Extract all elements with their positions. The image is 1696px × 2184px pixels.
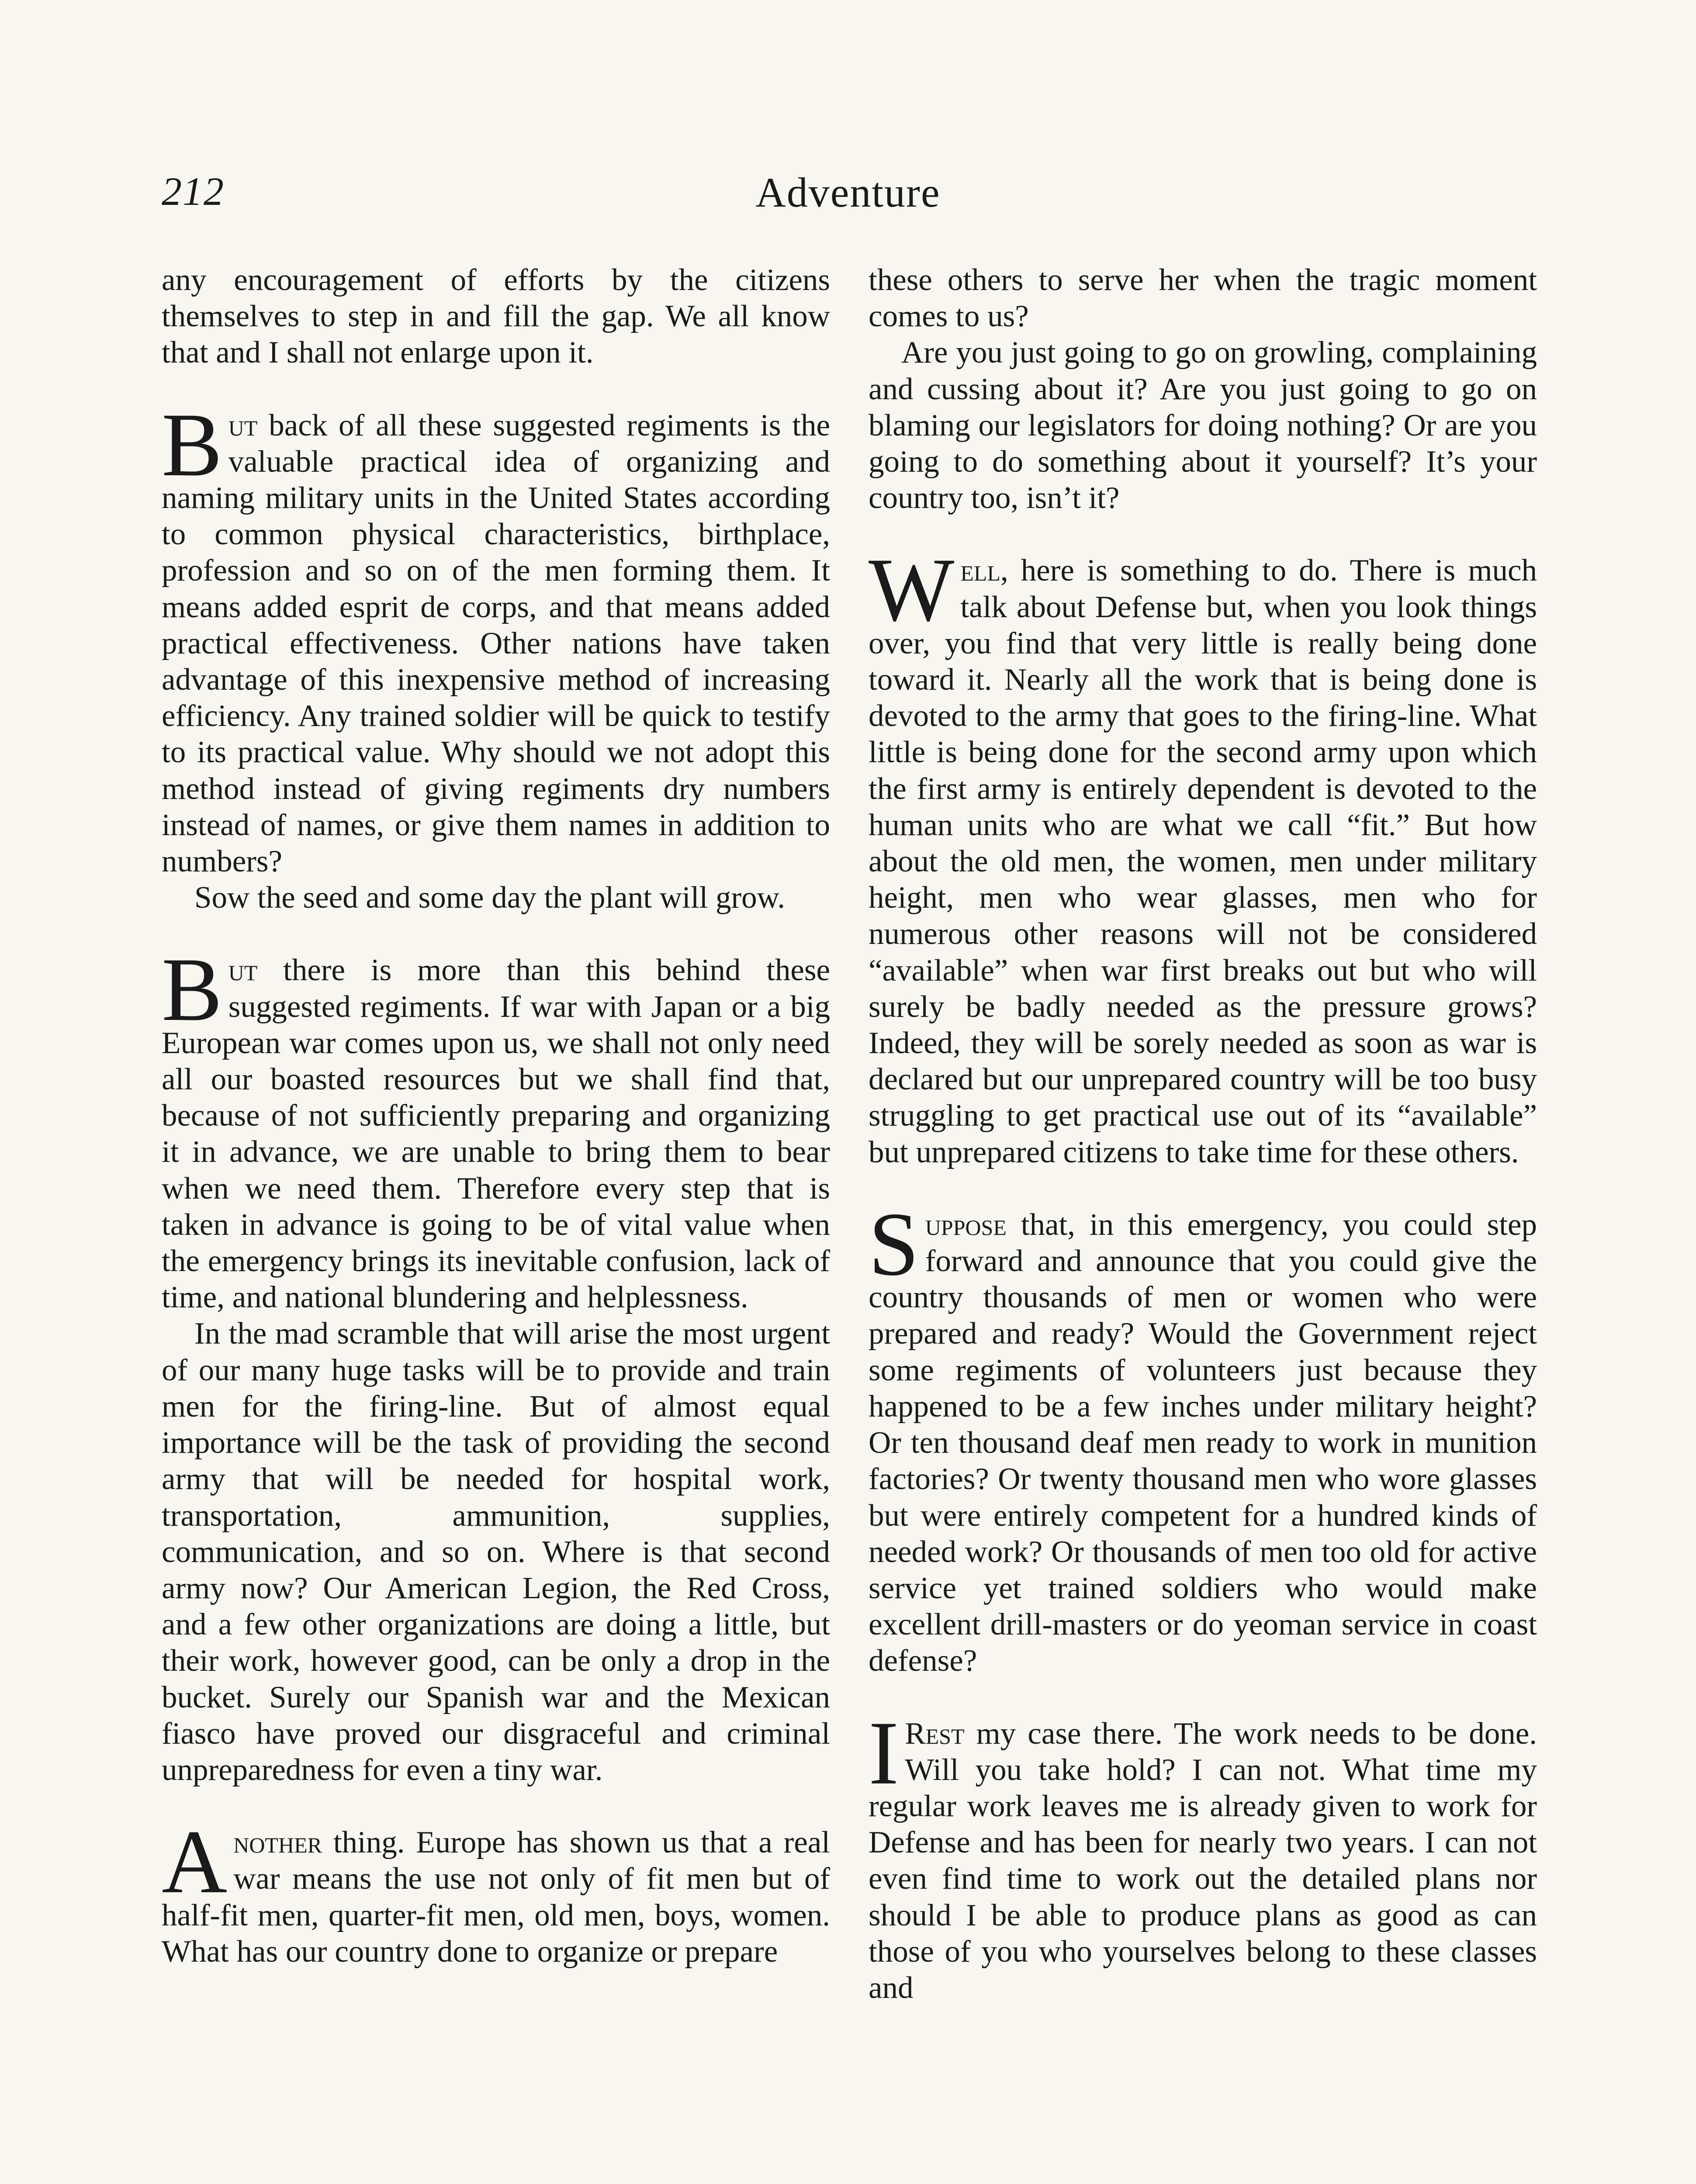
paragraph: Sow the seed and some day the plant will grow. — [194, 881, 786, 915]
drop-cap-lead: IRest — [869, 1702, 965, 1803]
paragraph: Suppose that, in this emergency, you could step forward and announce that you could give the country thousands of men or women who were prepared and ready? Would the Government reject some regiments of volunteers just because they happened to be a few inches under military height? Or ten thousand deaf men ready to work in munition factories? Or twenty thousand men who wore glasses but were entirely competent for a hundred kinds of needed work? Or thousands of men too old for active service yet trained soldiers who would make excellent drill-masters or do yeoman service in coast defense? — [869, 1193, 1537, 1678]
drop-cap-lead: But — [162, 394, 258, 495]
paragraph: IRest my case there. The work needs to be done. Will you take hold? I can not. What time my regular work leaves me is already given to work for Defense and has been for nearly two years. I can not even find time to work out the detailed plans nor should I be able to produce plans as good as can those of you who yourselves belong to these classes and — [869, 1702, 1537, 2005]
paragraph: Well, here is something to do. There is much talk about Defense but, when you look things over, you find that very little is really being done toward it. Nearly all the work that is being done is devoted to the army that goes to the firing-line. What little is being done for the second army upon which the first army is entirely dependent is devoted to the human units who are what we call “fit.” But how about the old men, the women, men under military height, men who wear glasses, men who for numerous other reasons will not be considered “available” when war first breaks out but who will surely be badly needed as the pressure grows? Indeed, they will be sorely needed as soon as war is declared but our unprepared country will be too busy struggling to get practical use out of its “available” but unprepared citizens to take time for these others. — [869, 539, 1537, 1169]
paragraph: Another thing. Europe has shown us that a real war means the use not only of fit men but of half-fit men, quarter-fit men, old men, boys, women. What has our country done to organize or prepare — [162, 1811, 830, 1969]
right-column — [869, 262, 1537, 2184]
paragraph: But there is more than this behind these suggested regiments. If war with Japan or a big European war comes upon us, we shall not only need all our boasted resources but we shall find that, because of not sufficiently preparing and organizing it in advance, we are unable to bring them to bear when we need them. Therefore every step that is taken in advance is going to be of vital value when the emergency brings its inevitable confusion, lack of time, and national blundering and helplessness. — [162, 939, 830, 1315]
drop-cap-lead: But — [162, 939, 258, 1040]
page-number: 212 — [162, 169, 225, 214]
paragraph: these others to serve her when the tragic moment comes to us? — [869, 263, 1537, 334]
paragraph: any encouragement of efforts by the citizens themselves to step in and fill the gap. We all know that and I shall not enlarge upon it. — [162, 263, 830, 370]
paragraph: Are you just going to go on growling, complaining and cussing about it? Are you just going to go on blaming our legislators for doing nothing? Or are you going to do something about it yourself? It’s your country too, isn’t it? — [869, 335, 1537, 515]
drop-cap-lead: Well — [869, 539, 1000, 640]
running-head: Adventure — [755, 169, 941, 216]
drop-cap-lead: Another — [162, 1811, 322, 1912]
paragraph: But back of all these suggested regiments is the valuable practical idea of organizing and naming military units in the United States according to common physical characteristics, birthplace, profession and so on of the men forming them. It means added esprit de corps, and that means added practical effectiveness. Other nations have taken advantage of this inexpensive method of increasing efficiency. Any trained soldier will be quick to testify to its practical value. Why should we not adopt this method instead of giving regiments dry numbers instead of names, or give them names in addition to numbers? — [162, 394, 830, 879]
left-column — [162, 262, 830, 2184]
paragraph: In the mad scramble that will arise the most urgent of our many huge tasks will be to provide and train men for the firing-line. But of almost equal importance will be the task of providing the second army that will be needed for hospital work, transportation, ammunition, supplies, communication, and so on. Where is that second army now? Our American Legion, the Red Cross, and a few other organizations are doing a little, but their work, however good, can be only a drop in the bucket. Surely our Spanish war and the Mexican fiasco have proved our disgraceful and criminal unpreparedness for even a tiny war. — [162, 1317, 830, 1787]
drop-cap-lead: Suppose — [869, 1193, 1007, 1294]
